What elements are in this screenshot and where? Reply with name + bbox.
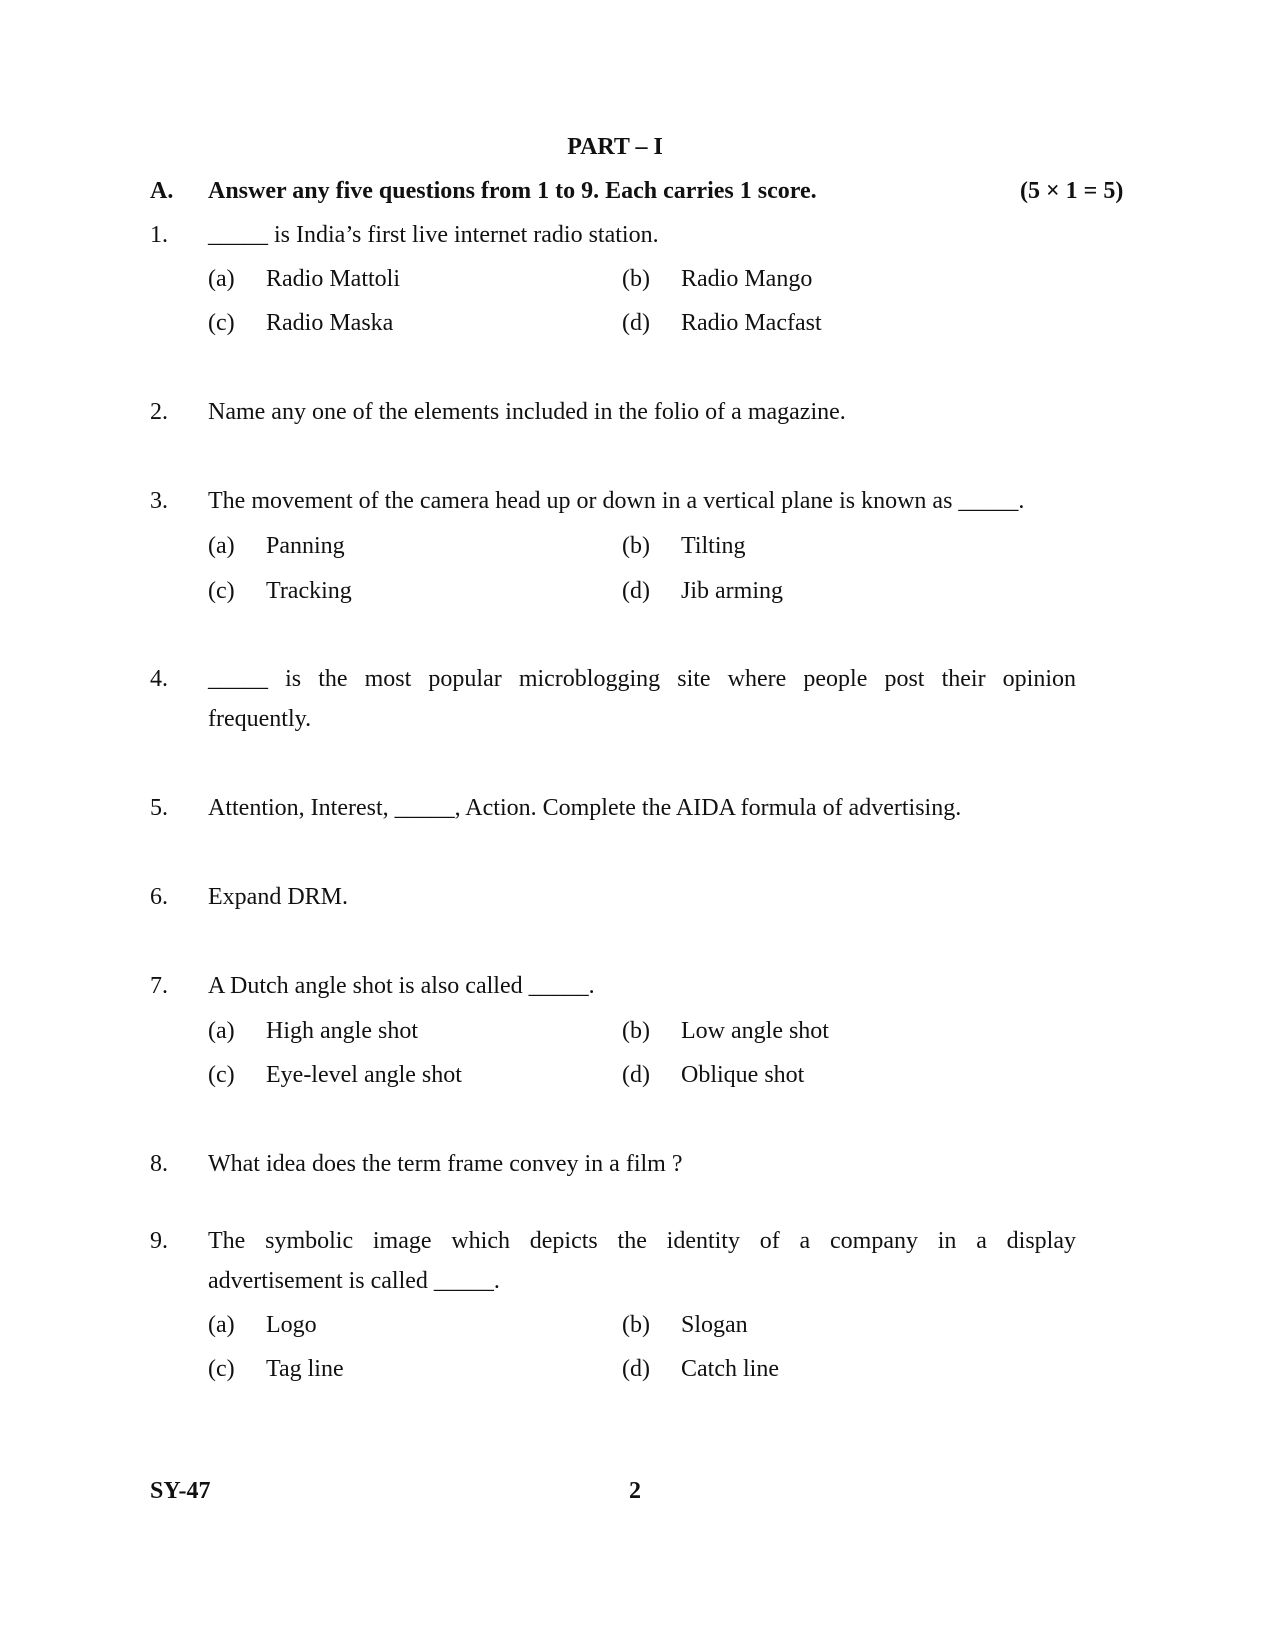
question-number: 1. [150,222,168,248]
question-number: 8. [150,1151,168,1177]
question-number: 6. [150,884,168,910]
option-label: (a) [208,266,235,292]
question-number: 3. [150,488,168,514]
option-label: (b) [622,266,650,292]
section-letter: A. [150,178,174,204]
question-text: _____ is India’s first live internet radio station. [208,222,659,248]
question-text: frequently. [208,706,312,732]
option-text: Tracking [266,578,352,604]
option-label: (b) [622,1312,650,1338]
option-text: Radio Maska [266,310,394,336]
question-text: What idea does the term frame convey in a film ? [208,1151,683,1177]
option-label: (d) [622,1356,650,1382]
option-text: Radio Macfast [681,310,822,336]
option-text: Tilting [681,533,746,559]
question-number: 9. [150,1228,168,1254]
page-number: 2 [629,1478,641,1504]
option-text: Logo [266,1312,317,1338]
option-label: (c) [208,578,235,604]
question-number: 2. [150,399,168,425]
option-text: Panning [266,533,345,559]
option-text: Radio Mango [681,266,813,292]
option-text: Oblique shot [681,1062,805,1088]
option-label: (d) [622,310,650,336]
question-text: Name any one of the elements included in the folio of a magazine. [208,399,846,425]
option-text: Catch line [681,1356,779,1382]
option-label: (a) [208,533,235,559]
paper-code: SY-47 [150,1478,211,1504]
option-text: Slogan [681,1312,748,1338]
option-label: (c) [208,1356,235,1382]
option-text: Eye-level angle shot [266,1062,462,1088]
section-instruction: Answer any five questions from 1 to 9. Each carries 1 score. [208,178,817,204]
question-text: Attention, Interest, _____, Action. Complete the AIDA formula of advertising. [208,795,962,821]
option-text: Jib arming [681,578,783,604]
question-text: The symbolic image which depicts the identity of a company in a display [208,1228,1076,1254]
option-label: (c) [208,310,235,336]
question-text: A Dutch angle shot is also called _____. [208,973,595,999]
part-title: PART – I [567,134,663,160]
option-label: (d) [622,578,650,604]
option-label: (b) [622,1018,650,1044]
option-label: (c) [208,1062,235,1088]
option-label: (d) [622,1062,650,1088]
option-label: (a) [208,1312,235,1338]
question-text: advertisement is called _____. [208,1268,500,1294]
section-score: (5 × 1 = 5) [1020,178,1124,204]
option-label: (b) [622,533,650,559]
question-text: Expand DRM. [208,884,348,910]
option-label: (a) [208,1018,235,1044]
question-number: 4. [150,666,168,692]
option-text: Radio Mattoli [266,266,400,292]
question-text: The movement of the camera head up or down in a vertical plane is known as _____. [208,488,1025,514]
option-text: Low angle shot [681,1018,829,1044]
option-text: Tag line [266,1356,344,1382]
option-text: High angle shot [266,1018,418,1044]
question-text: _____ is the most popular microblogging site where people post their opinion [208,666,1076,692]
question-number: 7. [150,973,168,999]
question-number: 5. [150,795,168,821]
